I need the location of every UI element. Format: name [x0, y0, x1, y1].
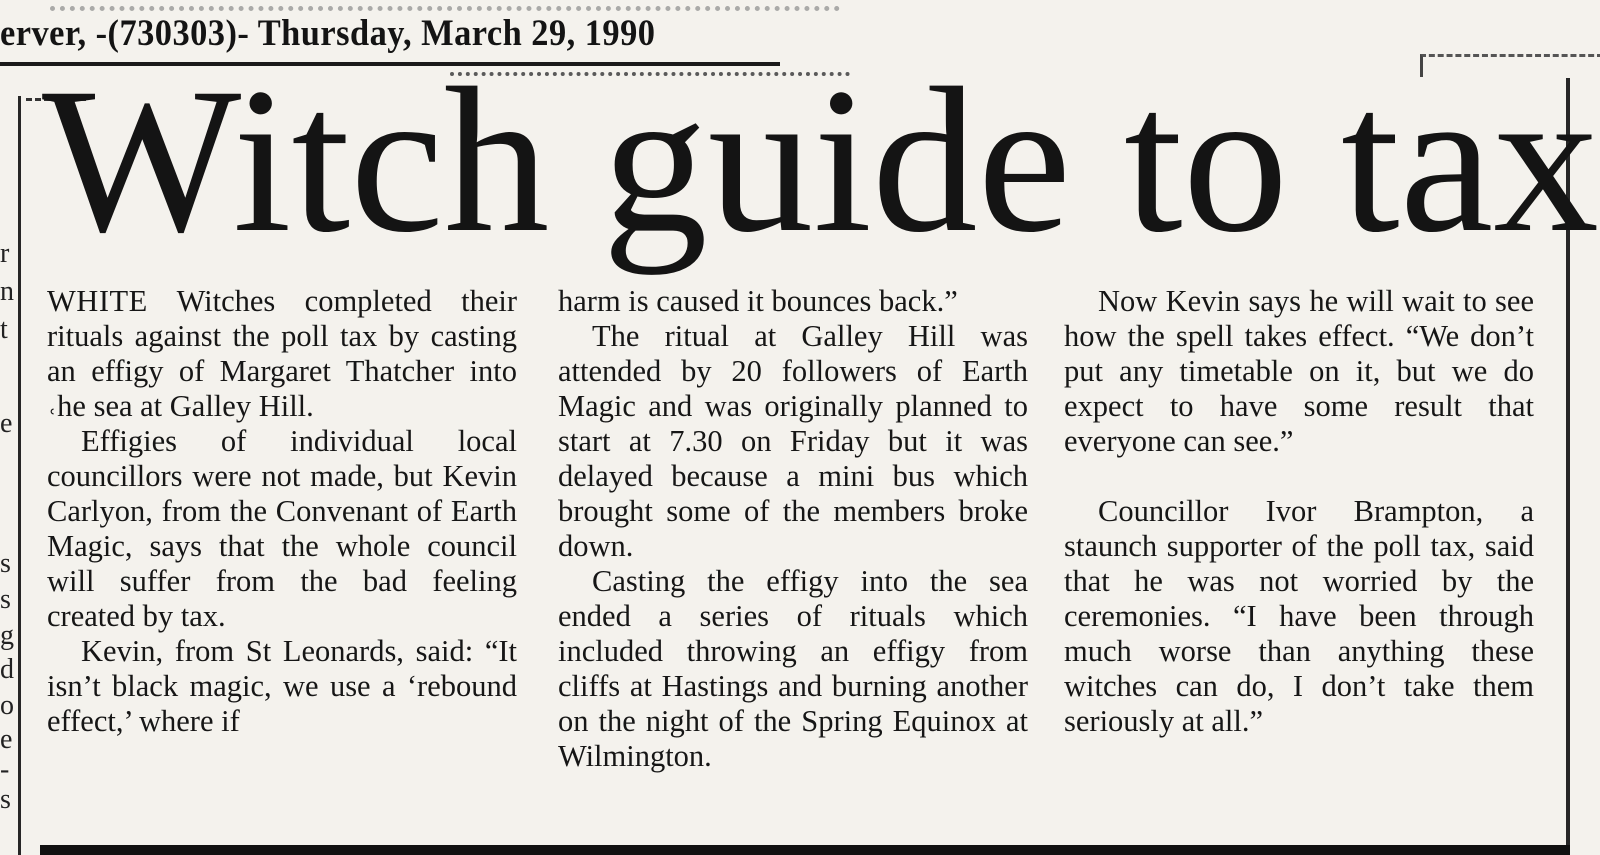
masthead-dateline: erver, -(730303)- Thursday, March 29, 1990 [0, 13, 656, 54]
margin-letter: s [0, 784, 11, 815]
margin-letter: o [0, 690, 14, 721]
paragraph: Effigies of individual local councillors were not made, but Kevin Carlyon, from the Convenant of Earth Magic, says that the whole council will suffer from the bad feeling created by tax. [47, 424, 517, 633]
article-column-3 [1064, 284, 1534, 739]
paragraph: Now Kevin says he will wait to see how the spell takes effect. “We don’t put any timetable on it, but we do expect to have some result that everyone can see.” [1064, 284, 1534, 458]
paragraph: harm is caused it bounces back.” [558, 284, 958, 318]
article-column-1 [47, 284, 517, 739]
article-border-bottom [40, 845, 1570, 855]
margin-letter: t [0, 314, 8, 345]
margin-letter: e [0, 408, 13, 439]
paragraph: Kevin, from St Leonards, said: “It isn’t black magic, we use a ‘rebound effect,’ where if [47, 634, 517, 738]
margin-letter: g [0, 620, 14, 651]
paragraph: Casting the effigy into the sea ended a series of rituals which included throwing an effigy from cliffs at Hastings and burning another on the night of the Spring Equinox at Wilmington. [558, 564, 1028, 773]
lead-word: WHITE [47, 284, 148, 318]
paragraph: The ritual at Galley Hill was attended by 20 followers of Earth Magic and was originally planned to start at 7.30 on Friday but it was delayed because a mini bus which brought some of the members broke down. [558, 319, 1028, 563]
paragraph [47, 284, 517, 424]
margin-letter: - [0, 754, 10, 785]
paragraph-text: Witches completed their rituals against the poll tax by casting an effigy of Margaret Thatcher into ˓he sea at Galley Hill. [47, 284, 517, 423]
bleed-through-marks [50, 0, 840, 11]
article-border-left [18, 96, 21, 855]
margin-letter: r [0, 238, 10, 269]
paragraph: Councillor Ivor Brampton, a staunch supporter of the poll tax, said that he was not worried by the ceremonies. “I have been through much worse than anything these witches can do, I don’t take them seriously at all.” [1064, 494, 1534, 738]
margin-letter: e [0, 724, 13, 755]
margin-letter: s [0, 584, 11, 615]
article-column-2 [558, 284, 1028, 774]
margin-letter: n [0, 276, 14, 307]
margin-letter: d [0, 654, 14, 685]
headline: Witch guide to tax [42, 45, 1599, 275]
margin-letter: s [0, 548, 11, 579]
